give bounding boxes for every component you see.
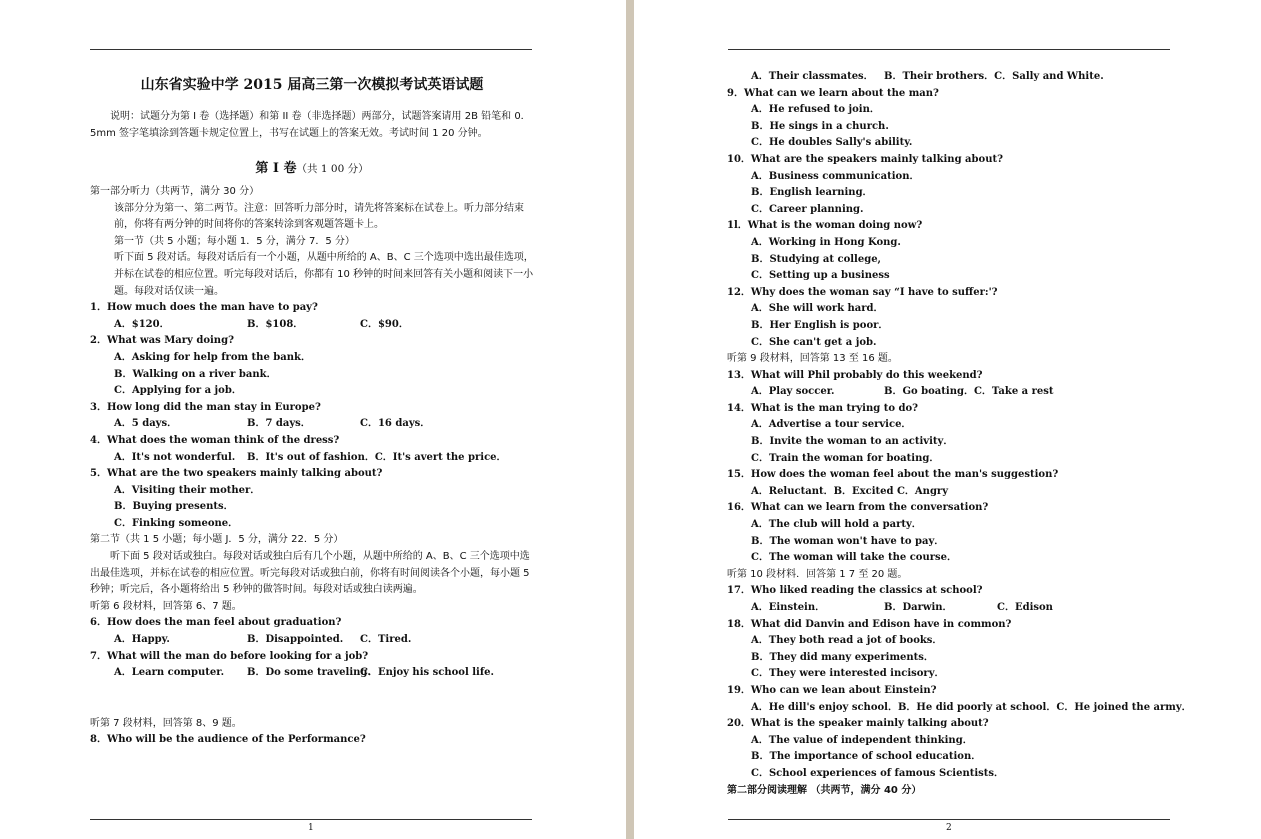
question-9: 9．What can we learn about the man? [727, 87, 939, 99]
option: B．Their brothers．C．Sally and White. [884, 71, 1104, 82]
option: C．Setting up a business [751, 270, 890, 282]
question-4-options [90, 450, 534, 467]
option: B．It's out of fashion．C．It's avert the price． [247, 451, 507, 463]
option: C．She can't get a job. [751, 336, 877, 348]
header-rule [728, 49, 1170, 50]
option: C．Finking someone． [114, 517, 239, 529]
option: C．$90． [360, 318, 409, 330]
question-16: 16．What can we learn from the conversation? [727, 502, 989, 514]
question-17: 17．Who liked reading the classics at school? [727, 585, 983, 597]
option: C．Tired. [360, 634, 412, 646]
question-8: 8．Who will be the audience of the Performance? [90, 734, 366, 746]
footer-rule [728, 819, 1170, 820]
question-7-options [90, 665, 534, 682]
option: C．They were interested incisory． [751, 668, 945, 680]
question-13-options [727, 384, 1173, 401]
option: B．Darwin． [884, 602, 953, 613]
option: A．Working in Hong Kong. [751, 236, 901, 248]
material-label: 听第 9 段材料，回答第 13 至 16 题。 [727, 353, 898, 365]
option: C．Career planning. [751, 203, 864, 215]
option: A．Advertise a tour service． [751, 419, 912, 431]
option: B．Walking on a river bank． [114, 368, 277, 380]
exam-title: 山东省实验中学 2015 届高三第一次模拟考试英语试题 [140, 77, 484, 93]
question-3-options [90, 416, 534, 433]
option: A．Their classmates． [751, 71, 874, 82]
question-14: 14．What is the man trying to do? [727, 402, 918, 414]
option: B．$108． [247, 318, 304, 330]
option: C．Applying for a job． [114, 385, 242, 397]
option: A．Play soccer. [751, 386, 835, 398]
question-12: 12．Why does the woman say “I have to suffer:'? [727, 286, 998, 298]
option: A．5 days． [114, 418, 178, 430]
material-label: 听第 10 段材料．回答第 1 7 至 20 题。 [727, 568, 908, 580]
question-1-options [90, 317, 534, 334]
option: A．Visiting their mother． [114, 484, 261, 496]
page-gutter [626, 0, 634, 839]
option: A．Reluctant．B．Excited C．Angry [751, 485, 949, 497]
option: C．Enjoy his school life. [360, 667, 494, 679]
option: B．English learning． [751, 187, 873, 199]
part-title: 第一部分听力（共两节，满分 30 分） [90, 186, 260, 197]
page-number: 1 [308, 823, 314, 833]
header-rule [90, 49, 532, 50]
option: B．Buying presents． [114, 501, 234, 513]
question-19: 19．Who can we lean about Einstein? [727, 684, 937, 696]
page-1 [0, 0, 626, 839]
question-3: 3．How long did the man stay in Europe? [90, 401, 321, 413]
option: A．Learn computer. [114, 667, 225, 679]
option: A．Happy. [114, 634, 170, 646]
material-label: 听第 7 段材料，回答第 8、9 题。 [90, 717, 242, 729]
exam-instructions: 说明：试题分为第 I 卷（选择题）和第 II 卷（非选择题）两部分，试题答案请用 2B 铅笔和 0．5mm 签字笔填涂到答题卡规定位置上，书写在试题上的答案无效。考试时间 1 20 分钟。 [90, 111, 531, 139]
part-description: 该部分分为第一、第二两节。注意：回答听力部分时，请先将答案标在试卷上。听力部分结束前，你将有两分钟的时间将你的答案转涂到客观题答题卡上。 [114, 202, 524, 231]
option: A．The club will hold a party． [751, 519, 922, 531]
option: C．He doubles Sally's ability. [751, 137, 913, 149]
question-7: 7．What will the man do before looking for a job? [90, 650, 369, 662]
option: A．It's not wonderful. [114, 451, 236, 463]
option: B．They did many experiments． [751, 651, 934, 663]
question-5: 5．What are the two speakers mainly talking about? [90, 468, 383, 480]
question-20: 20．What is the speaker mainly talking about? [727, 718, 989, 730]
option: B．Studying at college, [751, 253, 882, 265]
question-17-options [727, 600, 1173, 617]
question-11: 1l．What is the woman doing now? [727, 220, 923, 232]
option: B．Invite the woman to an activity． [751, 436, 954, 448]
option: B．The importance of school education． [751, 751, 982, 763]
option: A．He refused to join． [751, 104, 880, 116]
option: A．$120． [114, 318, 170, 330]
option: A．Asking for help from the bank． [114, 351, 311, 363]
question-2: 2．What was Mary doing? [90, 335, 234, 347]
material-label: 听第 6 段材料，回答第 6、7 题。 [90, 600, 242, 612]
option: A．The value of independent thinking． [751, 734, 973, 746]
option: B．Go boating．C．Take a rest [884, 386, 1054, 398]
page-2-content [727, 69, 1192, 799]
subsection-description: 听下面 5 段对话或独白。每段对话或独白后有几个小题，从题中所给的 A、B、C 三个选项中选出最佳选项，并标在试卷的相应位置。听完每段对话或独白前，你将有时间阅读各个小题，每小题 5 秒钟；听完后，各小题将给出 5 秒钟的做答时间。每段对话或独白读两遍。 [90, 551, 530, 596]
option: A．He dill's enjoy school．B．He did poorly at school．C．He joined the army． [751, 701, 1192, 713]
question-15: 15．How does the woman feel about the man's suggestion? [727, 469, 1059, 481]
question-6-options [90, 632, 534, 649]
section-title-text: 第 Ⅰ 卷 [255, 161, 297, 176]
option: B．Her English is poor． [751, 319, 889, 331]
question-6: 6．How does the man feel about graduation? [90, 617, 342, 629]
page-1-content [90, 74, 534, 749]
section-points: （共 1 00 分） [296, 163, 369, 175]
page-number: 2 [946, 823, 952, 833]
option: B．The woman won't have to pay． [751, 535, 945, 547]
option: C．School experiences of famous Scientists． [751, 767, 1005, 779]
footer-rule [90, 819, 532, 820]
subsection-description: 听下面 5 段对话。每段对话后有一个小题，从题中所给的 A、B、C 三个选项中选出最佳选项，并标在试卷的相应位置。听完每段对话后，你都有 10 秒钟的时间来回答有关小题和阅读下一小题。每段对话仅读一遍。 [114, 252, 534, 297]
option: C．Edison [997, 602, 1053, 613]
subsection-title: 第一节（共 5 小题；每小题 1．5 分，满分 7．5 分） [114, 235, 355, 247]
option: B．Disappointed. [247, 634, 344, 646]
spacer [90, 682, 534, 716]
part-title: 第二部分阅读理解 （共两节，满分 40 分） [727, 784, 922, 796]
question-8-options [727, 69, 1173, 86]
question-13: 13．What will Phil probably do this weekend? [727, 369, 983, 381]
section-title [90, 158, 534, 180]
question-10: 10．What are the speakers mainly talking about? [727, 153, 1003, 165]
option: A．She will work hard． [751, 303, 884, 315]
option: A．They both read a jot of books． [751, 635, 943, 647]
option: A．Business communication． [751, 170, 920, 182]
option: B．He sings in a church. [751, 120, 889, 132]
option: C．16 days． [360, 418, 431, 430]
question-1: 1．How much does the man have to pay? [90, 302, 318, 314]
option: B．Do some traveling. [247, 667, 371, 679]
option: B．7 days． [247, 418, 311, 430]
option: C．The woman will take the course． [751, 552, 957, 564]
question-4: 4．What does the woman think of the dress? [90, 434, 340, 446]
subsection-title: 第二节（共 1 5 小题；每小题 J．5 分，满分 22．5 分） [90, 534, 344, 546]
question-18: 18．What did Danvin and Edison have in common? [727, 618, 1012, 630]
option: C．Train the woman for boating． [751, 452, 940, 464]
option: A．Einstein． [751, 602, 826, 613]
